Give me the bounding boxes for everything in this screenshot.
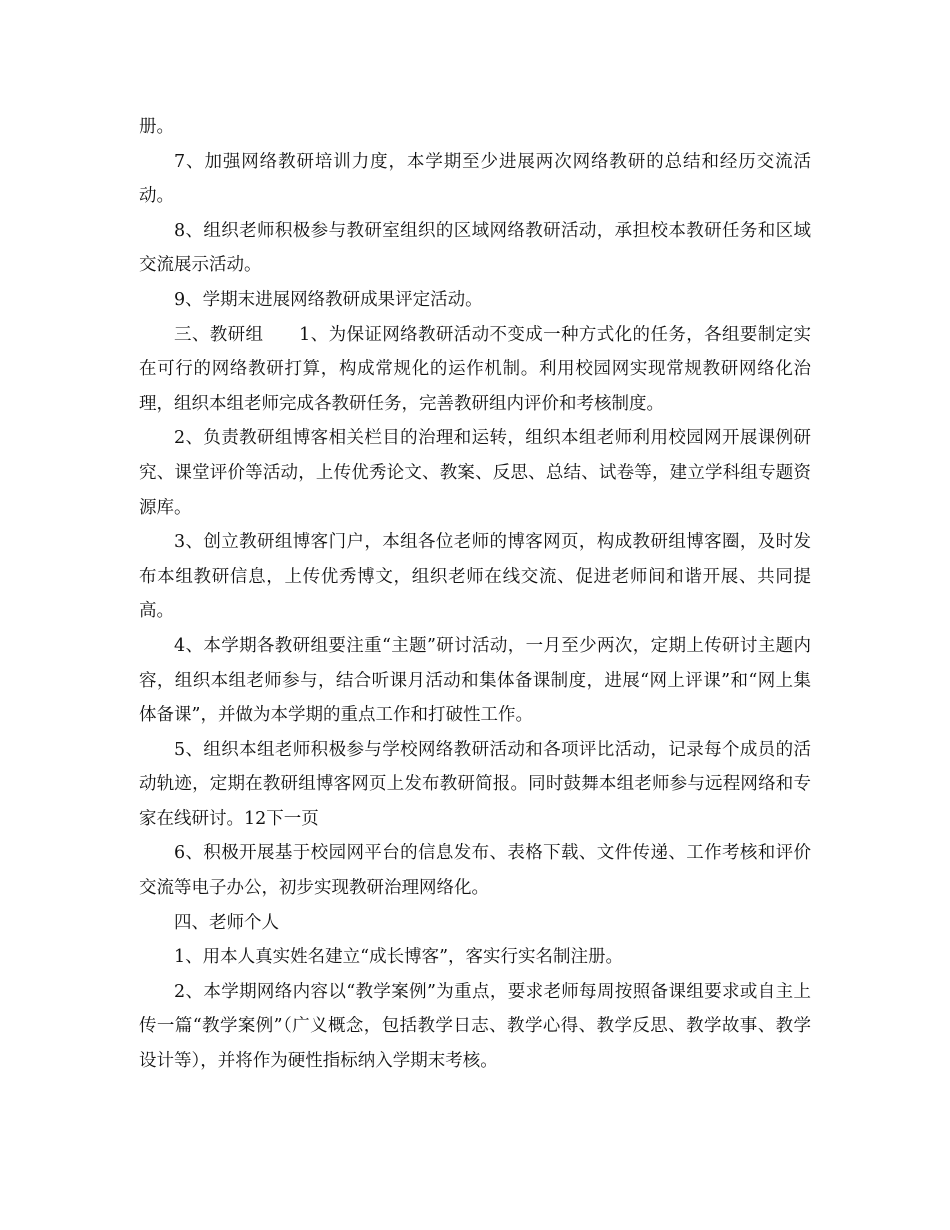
paragraph-group-item-3: 3、创立教研组博客门户，本组各位老师的博客网页，构成教研组博客圈，及时发布本组教研信息，上传优秀博文，组织老师在线交流、促进老师间和谐开展、共同提高。 bbox=[139, 532, 811, 622]
paragraph-item-9: 9、学期末进展网络教研成果评定活动。 bbox=[174, 289, 483, 310]
paragraph-item-8: 8、组织老师积极参与教研室组织的区域网络教研活动，承担校本教研任务和区域交流展示活动。 bbox=[139, 220, 811, 276]
paragraph-item-7: 7、加强网络教研培训力度，本学期至少进展两次网络教研的总结和经历交流活动。 bbox=[139, 151, 811, 207]
paragraph-group-item-6: 6、积极开展基于校园网平台的信息发布、表格下载、文件传递、工作考核和评价交流等电子办公，初步实现教研治理网络化。 bbox=[139, 843, 811, 899]
paragraph-teacher-item-2: 2、本学期网络内容以“教学案例”为重点，要求老师每周按照备课组要求或自主上传一篇“教学案例”（广义概念，包括教学日志、教学心得、教学反思、教学故事、教学设计等），并将作为硬性指标纳入学期末考核。 bbox=[139, 981, 811, 1072]
section-3-teaching-group: 三、教研组 1、为保证网络教研活动不变成一种方式化的任务，各组要制定实在可行的网络教研打算，构成常规化的运作机制。利用校园网实现常规教研网络化治理，组织本组老师完成各教研任务，完善教研组内评价和考核制度。 bbox=[139, 324, 811, 414]
paragraph-group-item-2: 2、负责教研组博客相关栏目的治理和运转，组织本组老师利用校园网开展课例研究、课堂评价等活动，上传优秀论文、教案、反思、总结、试卷等，建立学科组专题资源库。 bbox=[139, 428, 811, 518]
paragraph-teacher-item-1: 1、用本人真实姓名建立“成长博客”，客实行实名制注册。 bbox=[174, 947, 624, 968]
section-4-heading: 四、老师个人 bbox=[174, 912, 279, 933]
paragraph-continuation: 册。 bbox=[139, 117, 174, 137]
paragraph-group-item-4: 4、本学期各教研组要注重“主题”研讨活动，一月至少两次，定期上传研讨主题内容，组织本组老师参与，结合听课月活动和集体备课制度，进展“网上评课”和“网上集体备课”，并做为本学期的重点工作和打破性工作。 bbox=[139, 635, 811, 726]
paragraph-group-item-5: 5、组织本组老师积极参与学校网络教研活动和各项评比活动，记录每个成员的活动轨迹，定期在教研组博客网页上发布教研简报。同时鼓舞本组老师参与远程网络和专家在线研讨。12下一页 bbox=[139, 739, 811, 829]
document-page bbox=[139, 110, 811, 1079]
